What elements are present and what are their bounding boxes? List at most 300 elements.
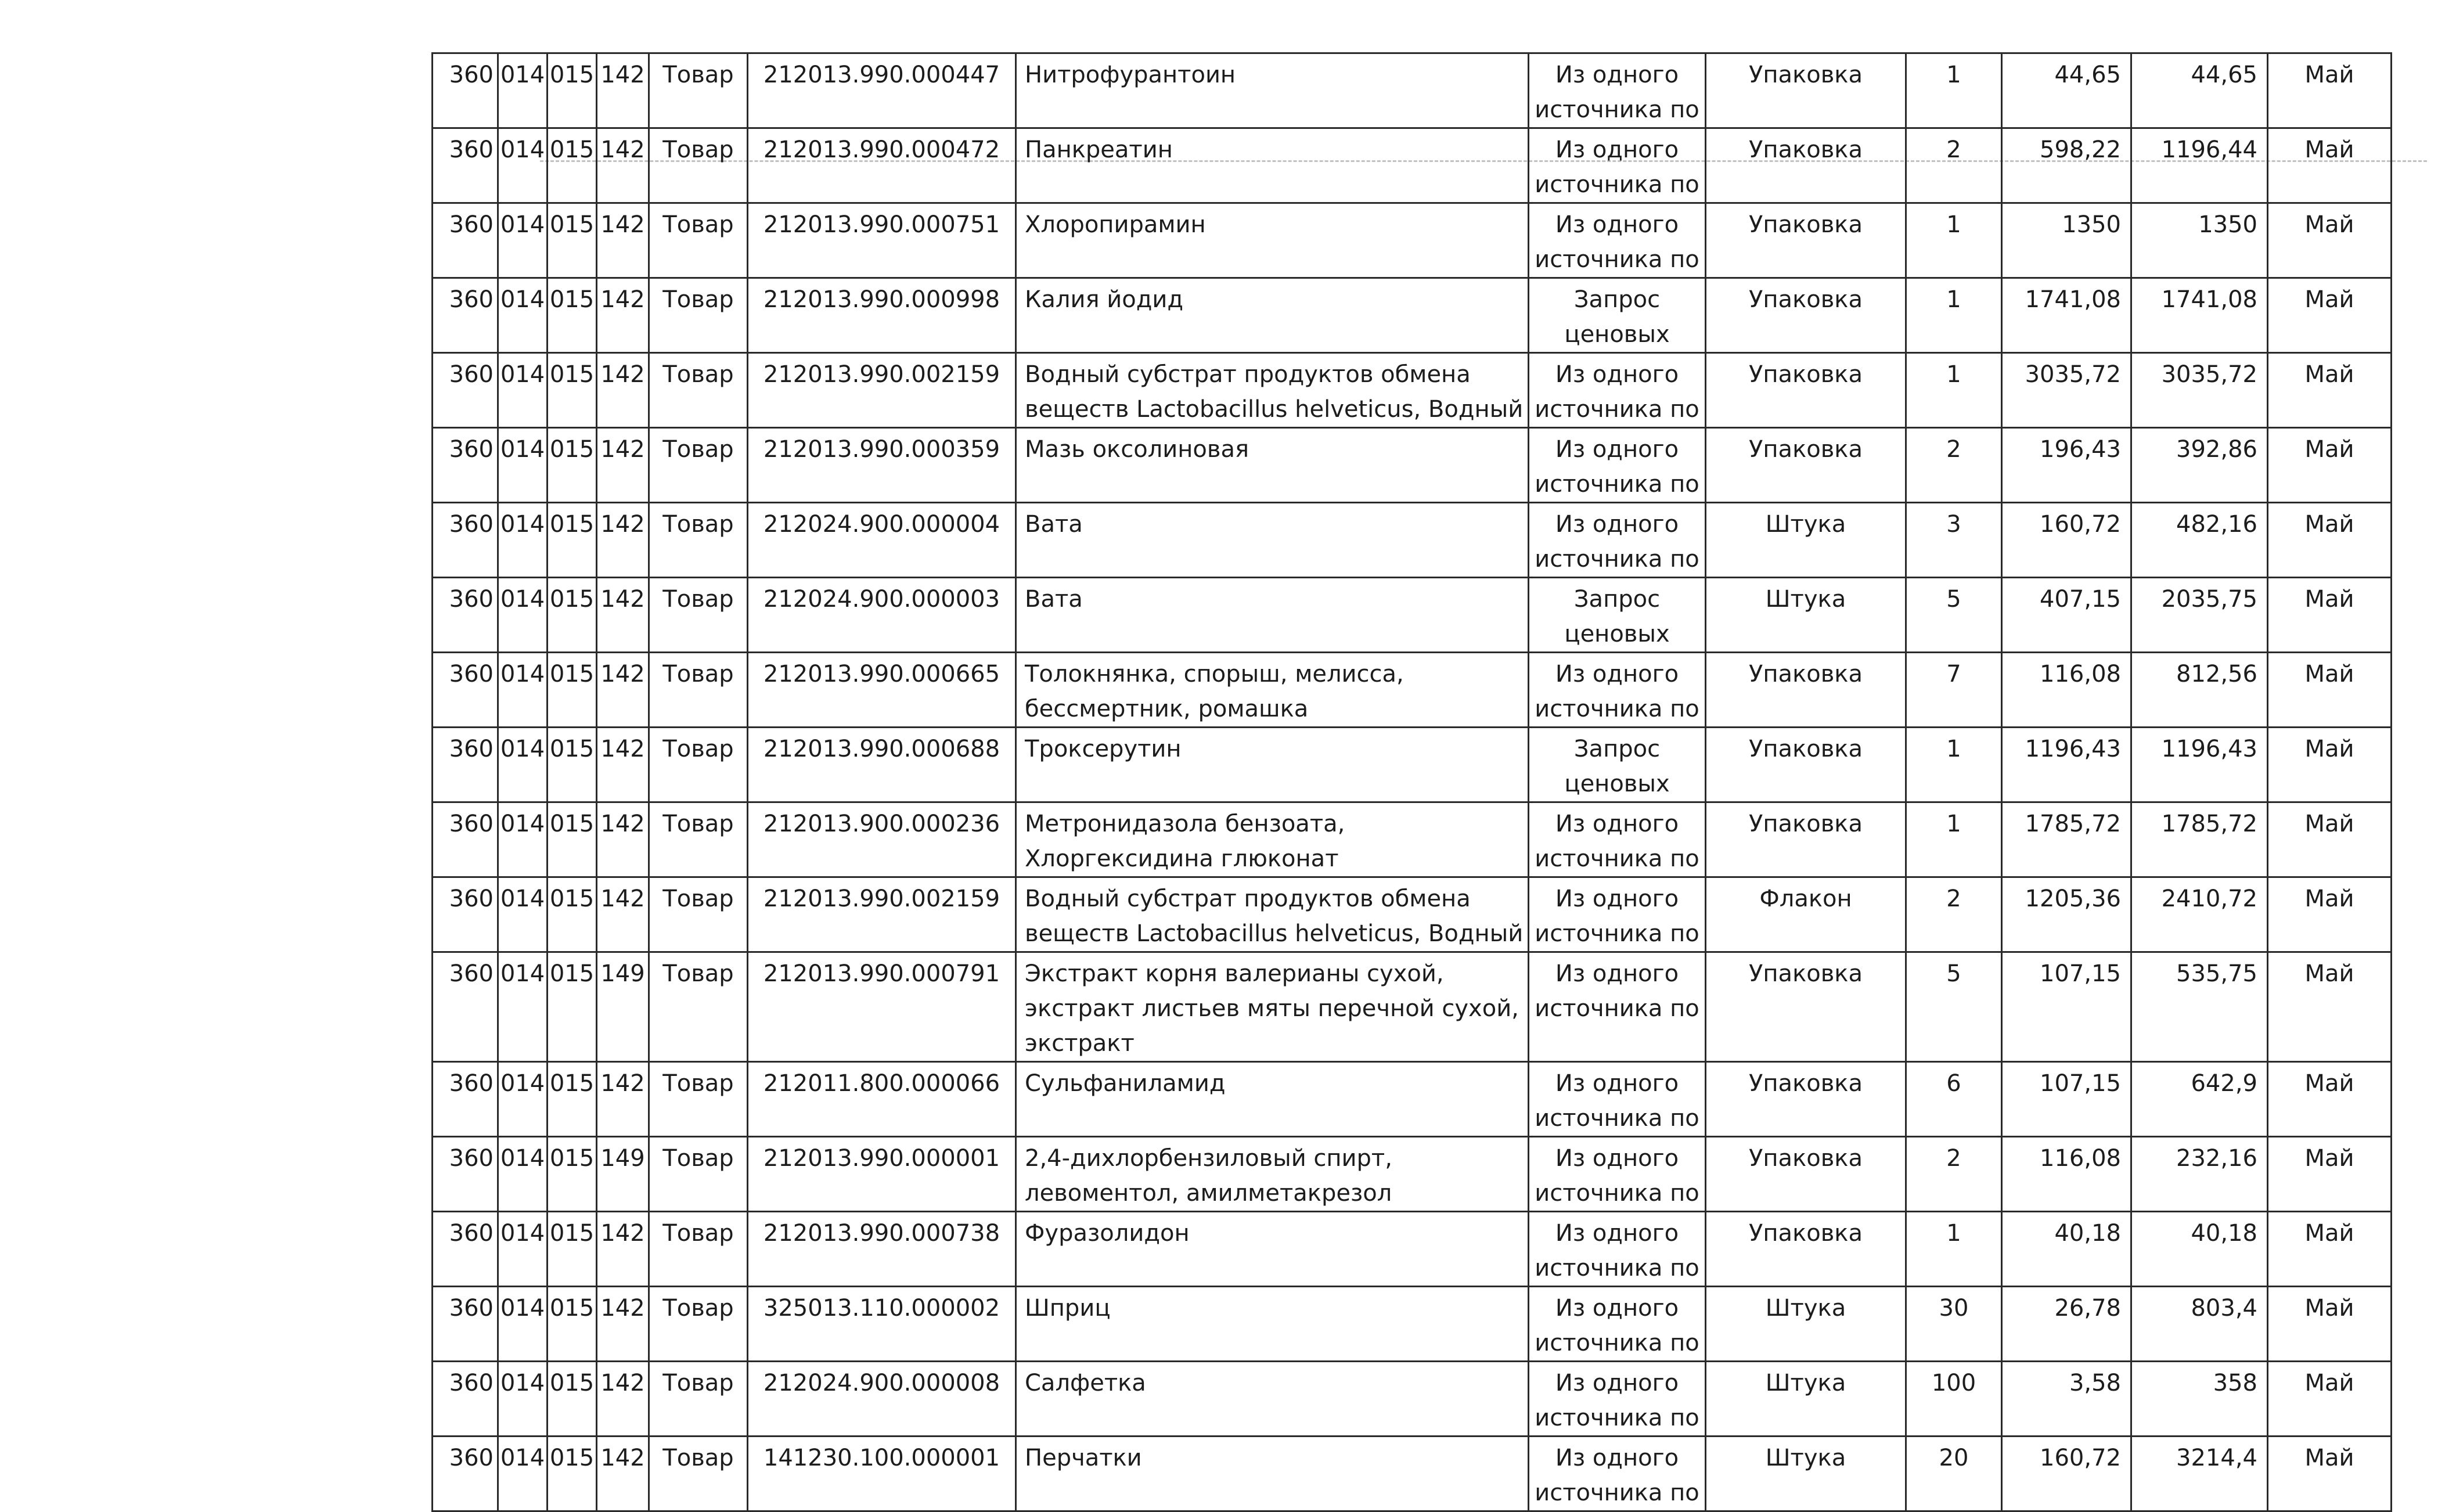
cell-quantity: 100 bbox=[1906, 1362, 2002, 1437]
cell-month: Май bbox=[2268, 503, 2392, 578]
method-line-2: источника по bbox=[1535, 1180, 1699, 1207]
cell-ktru-code: 212013.990.000791 bbox=[748, 952, 1016, 1062]
table-row bbox=[433, 802, 2392, 877]
cell-item-type: Товар bbox=[649, 53, 748, 128]
cell-subprogram: 014 bbox=[498, 278, 548, 353]
method-line-1: Из одного bbox=[1555, 436, 1679, 463]
method-line-1: Из одного bbox=[1555, 960, 1679, 987]
cell-item-type: Товар bbox=[649, 653, 748, 728]
cell-program: 360 bbox=[433, 653, 498, 728]
cell-procurement-method bbox=[1529, 278, 1706, 353]
cell-procurement-method bbox=[1529, 1137, 1706, 1212]
cell-quantity: 2 bbox=[1906, 428, 2002, 503]
cell-item-name: Перчатки bbox=[1016, 1437, 1529, 1511]
cell-program: 360 bbox=[433, 802, 498, 877]
cell-class: 142 bbox=[597, 278, 649, 353]
cell-month: Май bbox=[2268, 653, 2392, 728]
cell-unit-price: 598,22 bbox=[2002, 128, 2131, 203]
cell-item-name: Нитрофурантоин bbox=[1016, 53, 1529, 128]
table-row bbox=[433, 53, 2392, 128]
cell-month: Май bbox=[2268, 1062, 2392, 1137]
cell-class: 142 bbox=[597, 1062, 649, 1137]
cell-specifics: 015 bbox=[548, 1137, 597, 1212]
method-line-1: Запрос bbox=[1573, 286, 1661, 313]
cell-class: 142 bbox=[597, 1362, 649, 1437]
cell-procurement-method bbox=[1529, 1437, 1706, 1511]
cell-procurement-method bbox=[1529, 1212, 1706, 1287]
cell-item-type: Товар bbox=[649, 353, 748, 428]
method-line-2: источника по bbox=[1535, 471, 1699, 498]
cell-class: 142 bbox=[597, 728, 649, 802]
cell-class: 142 bbox=[597, 877, 649, 952]
cell-item-type: Товар bbox=[649, 1137, 748, 1212]
cell-specifics: 015 bbox=[548, 877, 597, 952]
cell-procurement-method bbox=[1529, 1362, 1706, 1437]
cell-ktru-code: 212013.990.000472 bbox=[748, 128, 1016, 203]
cell-unit: Упаковка bbox=[1706, 128, 1906, 203]
cell-unit: Упаковка bbox=[1706, 728, 1906, 802]
cell-month: Май bbox=[2268, 353, 2392, 428]
cell-month: Май bbox=[2268, 728, 2392, 802]
cell-total-sum: 40,18 bbox=[2131, 1212, 2268, 1287]
cell-item-type: Товар bbox=[649, 1362, 748, 1437]
cell-procurement-method bbox=[1529, 578, 1706, 653]
table-row bbox=[433, 1437, 2392, 1511]
cell-item-type: Товар bbox=[649, 802, 748, 877]
cell-subprogram: 014 bbox=[498, 128, 548, 203]
cell-item-name: Водный субстрат продуктов обмена веществ Lactobacillus helveticus, Водный bbox=[1016, 353, 1529, 428]
cell-unit-price: 44,65 bbox=[2002, 53, 2131, 128]
cell-total-sum: 2035,75 bbox=[2131, 578, 2268, 653]
cell-item-type: Товар bbox=[649, 128, 748, 203]
cell-total-sum: 2410,72 bbox=[2131, 877, 2268, 952]
cell-procurement-method bbox=[1529, 952, 1706, 1062]
cell-class: 142 bbox=[597, 503, 649, 578]
cell-class: 142 bbox=[597, 203, 649, 278]
cell-unit: Упаковка bbox=[1706, 653, 1906, 728]
cell-class: 142 bbox=[597, 128, 649, 203]
cell-program: 360 bbox=[433, 728, 498, 802]
cell-quantity: 1 bbox=[1906, 53, 2002, 128]
cell-unit: Упаковка bbox=[1706, 428, 1906, 503]
cell-item-name: Вата bbox=[1016, 503, 1529, 578]
cell-item-name: Шприц bbox=[1016, 1287, 1529, 1362]
table-row bbox=[433, 128, 2392, 203]
cell-quantity: 1 bbox=[1906, 728, 2002, 802]
cell-item-name: Толокнянка, спорыш, мелисса, бессмертник, ромашка bbox=[1016, 653, 1529, 728]
method-line-2: источника по bbox=[1535, 1105, 1699, 1132]
cell-program: 360 bbox=[433, 128, 498, 203]
cell-specifics: 015 bbox=[548, 128, 597, 203]
cell-unit-price: 407,15 bbox=[2002, 578, 2131, 653]
cell-total-sum: 392,86 bbox=[2131, 428, 2268, 503]
method-line-2: источника по bbox=[1535, 171, 1699, 198]
cell-unit-price: 1350 bbox=[2002, 203, 2131, 278]
cell-total-sum: 642,9 bbox=[2131, 1062, 2268, 1137]
cell-procurement-method bbox=[1529, 1287, 1706, 1362]
cell-total-sum: 1741,08 bbox=[2131, 278, 2268, 353]
cell-ktru-code: 212013.990.002159 bbox=[748, 353, 1016, 428]
cell-specifics: 015 bbox=[548, 353, 597, 428]
cell-ktru-code: 212013.990.000001 bbox=[748, 1137, 1016, 1212]
cell-unit: Упаковка bbox=[1706, 952, 1906, 1062]
cell-month: Май bbox=[2268, 203, 2392, 278]
cell-unit-price: 1205,36 bbox=[2002, 877, 2131, 952]
cell-month: Май bbox=[2268, 128, 2392, 203]
table-row bbox=[433, 952, 2392, 1062]
cell-subprogram: 014 bbox=[498, 952, 548, 1062]
cell-unit-price: 3,58 bbox=[2002, 1362, 2131, 1437]
cell-program: 360 bbox=[433, 877, 498, 952]
cell-subprogram: 014 bbox=[498, 728, 548, 802]
cell-month: Май bbox=[2268, 952, 2392, 1062]
cell-quantity: 5 bbox=[1906, 578, 2002, 653]
cell-ktru-code: 212024.900.000004 bbox=[748, 503, 1016, 578]
cell-unit: Упаковка bbox=[1706, 203, 1906, 278]
cell-subprogram: 014 bbox=[498, 877, 548, 952]
cell-unit-price: 116,08 bbox=[2002, 653, 2131, 728]
cell-subprogram: 014 bbox=[498, 53, 548, 128]
cell-quantity: 5 bbox=[1906, 952, 2002, 1062]
cell-unit-price: 160,72 bbox=[2002, 503, 2131, 578]
cell-subprogram: 014 bbox=[498, 802, 548, 877]
method-line-1: Из одного bbox=[1555, 511, 1679, 538]
cell-unit: Штука bbox=[1706, 503, 1906, 578]
cell-class: 142 bbox=[597, 53, 649, 128]
cell-ktru-code: 212013.990.000998 bbox=[748, 278, 1016, 353]
method-line-2: источника по bbox=[1535, 96, 1699, 123]
method-line-2: источника по bbox=[1535, 845, 1699, 872]
cell-total-sum: 1350 bbox=[2131, 203, 2268, 278]
cell-quantity: 1 bbox=[1906, 203, 2002, 278]
cell-program: 360 bbox=[433, 1287, 498, 1362]
cell-specifics: 015 bbox=[548, 1287, 597, 1362]
cell-quantity: 1 bbox=[1906, 353, 2002, 428]
cell-unit-price: 107,15 bbox=[2002, 1062, 2131, 1137]
cell-quantity: 20 bbox=[1906, 1437, 2002, 1511]
cell-ktru-code: 212013.990.000359 bbox=[748, 428, 1016, 503]
table-row bbox=[433, 428, 2392, 503]
cell-item-name: Салфетка bbox=[1016, 1362, 1529, 1437]
cell-unit-price: 1741,08 bbox=[2002, 278, 2131, 353]
method-line-1: Из одного bbox=[1555, 62, 1679, 88]
method-line-2: ценовых bbox=[1564, 321, 1670, 348]
cell-quantity: 1 bbox=[1906, 1212, 2002, 1287]
cell-total-sum: 1196,44 bbox=[2131, 128, 2268, 203]
cell-ktru-code: 212011.800.000066 bbox=[748, 1062, 1016, 1137]
table-row bbox=[433, 1137, 2392, 1212]
cell-program: 360 bbox=[433, 578, 498, 653]
cell-subprogram: 014 bbox=[498, 428, 548, 503]
cell-subprogram: 014 bbox=[498, 1062, 548, 1137]
cell-total-sum: 44,65 bbox=[2131, 53, 2268, 128]
cell-item-name: Хлоропирамин bbox=[1016, 203, 1529, 278]
cell-subprogram: 014 bbox=[498, 653, 548, 728]
cell-unit-price: 3035,72 bbox=[2002, 353, 2131, 428]
cell-quantity: 1 bbox=[1906, 802, 2002, 877]
table-row bbox=[433, 728, 2392, 802]
cell-unit: Флакон bbox=[1706, 877, 1906, 952]
cell-unit-price: 26,78 bbox=[2002, 1287, 2131, 1362]
cell-item-type: Товар bbox=[649, 428, 748, 503]
cell-quantity: 2 bbox=[1906, 1137, 2002, 1212]
cell-subprogram: 014 bbox=[498, 578, 548, 653]
table-row bbox=[433, 1287, 2392, 1362]
cell-total-sum: 1196,43 bbox=[2131, 728, 2268, 802]
cell-unit: Штука bbox=[1706, 1437, 1906, 1511]
method-line-1: Из одного bbox=[1555, 1220, 1679, 1247]
cell-unit-price: 40,18 bbox=[2002, 1212, 2131, 1287]
cell-class: 142 bbox=[597, 578, 649, 653]
cell-unit: Упаковка bbox=[1706, 278, 1906, 353]
cell-specifics: 015 bbox=[548, 278, 597, 353]
cell-item-name: 2,4-дихлорбензиловый спирт, левоментол, амилметакрезол bbox=[1016, 1137, 1529, 1212]
method-line-1: Запрос bbox=[1573, 736, 1661, 762]
cell-item-type: Товар bbox=[649, 1287, 748, 1362]
table-row bbox=[433, 1212, 2392, 1287]
cell-specifics: 015 bbox=[548, 653, 597, 728]
cell-month: Май bbox=[2268, 1362, 2392, 1437]
cell-unit: Штука bbox=[1706, 1362, 1906, 1437]
cell-subprogram: 014 bbox=[498, 1287, 548, 1362]
cell-item-type: Товар bbox=[649, 503, 748, 578]
cell-item-type: Товар bbox=[649, 1062, 748, 1137]
cell-specifics: 015 bbox=[548, 1062, 597, 1137]
method-line-1: Из одного bbox=[1555, 361, 1679, 388]
cell-program: 360 bbox=[433, 503, 498, 578]
cell-quantity: 1 bbox=[1906, 278, 2002, 353]
cell-program: 360 bbox=[433, 1362, 498, 1437]
cell-specifics: 015 bbox=[548, 428, 597, 503]
cell-total-sum: 232,16 bbox=[2131, 1137, 2268, 1212]
cell-unit: Упаковка bbox=[1706, 1212, 1906, 1287]
cell-unit: Упаковка bbox=[1706, 802, 1906, 877]
cell-class: 149 bbox=[597, 952, 649, 1062]
cell-item-name: Панкреатин bbox=[1016, 128, 1529, 203]
method-line-2: источника по bbox=[1535, 546, 1699, 573]
table-row bbox=[433, 1062, 2392, 1137]
cell-program: 360 bbox=[433, 278, 498, 353]
cell-specifics: 015 bbox=[548, 802, 597, 877]
cell-procurement-method bbox=[1529, 877, 1706, 952]
table-row bbox=[433, 278, 2392, 353]
method-line-2: источника по bbox=[1535, 1255, 1699, 1281]
cell-program: 360 bbox=[433, 53, 498, 128]
method-line-2: ценовых bbox=[1564, 621, 1670, 647]
method-line-2: источника по bbox=[1535, 696, 1699, 722]
cell-month: Май bbox=[2268, 428, 2392, 503]
cell-specifics: 015 bbox=[548, 1437, 597, 1511]
cell-ktru-code: 212013.900.000236 bbox=[748, 802, 1016, 877]
cell-month: Май bbox=[2268, 1437, 2392, 1511]
method-line-2: источника по bbox=[1535, 246, 1699, 273]
cell-specifics: 015 bbox=[548, 728, 597, 802]
cell-item-type: Товар bbox=[649, 203, 748, 278]
cell-item-type: Товар bbox=[649, 877, 748, 952]
cell-specifics: 015 bbox=[548, 952, 597, 1062]
cell-ktru-code: 212013.990.002159 bbox=[748, 877, 1016, 952]
cell-class: 142 bbox=[597, 802, 649, 877]
cell-procurement-method bbox=[1529, 53, 1706, 128]
cell-total-sum: 3214,4 bbox=[2131, 1437, 2268, 1511]
cell-procurement-method bbox=[1529, 728, 1706, 802]
cell-total-sum: 358 bbox=[2131, 1362, 2268, 1437]
method-line-1: Из одного bbox=[1555, 811, 1679, 837]
cell-quantity: 2 bbox=[1906, 877, 2002, 952]
cell-item-type: Товар bbox=[649, 952, 748, 1062]
cell-subprogram: 014 bbox=[498, 1437, 548, 1511]
cell-month: Май bbox=[2268, 802, 2392, 877]
cell-procurement-method bbox=[1529, 653, 1706, 728]
cell-procurement-method bbox=[1529, 203, 1706, 278]
cell-total-sum: 803,4 bbox=[2131, 1287, 2268, 1362]
method-line-1: Из одного bbox=[1555, 211, 1679, 238]
cell-item-type: Товар bbox=[649, 278, 748, 353]
method-line-1: Из одного bbox=[1555, 1145, 1679, 1172]
method-line-1: Из одного bbox=[1555, 1445, 1679, 1471]
method-line-1: Из одного bbox=[1555, 1370, 1679, 1396]
cell-class: 142 bbox=[597, 353, 649, 428]
method-line-2: источника по bbox=[1535, 1405, 1699, 1431]
method-line-2: источника по bbox=[1535, 995, 1699, 1022]
table-row bbox=[433, 578, 2392, 653]
cell-procurement-method bbox=[1529, 503, 1706, 578]
cell-unit-price: 160,72 bbox=[2002, 1437, 2131, 1511]
cell-quantity: 2 bbox=[1906, 128, 2002, 203]
method-line-1: Из одного bbox=[1555, 661, 1679, 687]
cell-month: Май bbox=[2268, 53, 2392, 128]
cell-unit: Штука bbox=[1706, 578, 1906, 653]
cell-program: 360 bbox=[433, 1437, 498, 1511]
cell-ktru-code: 325013.110.000002 bbox=[748, 1287, 1016, 1362]
cell-total-sum: 812,56 bbox=[2131, 653, 2268, 728]
cell-class: 142 bbox=[597, 1437, 649, 1511]
cell-ktru-code: 141230.100.000001 bbox=[748, 1437, 1016, 1511]
cell-month: Май bbox=[2268, 278, 2392, 353]
method-line-2: ценовых bbox=[1564, 771, 1670, 797]
cell-program: 360 bbox=[433, 1137, 498, 1212]
cell-unit: Упаковка bbox=[1706, 1137, 1906, 1212]
cell-ktru-code: 212013.990.000688 bbox=[748, 728, 1016, 802]
table-row bbox=[433, 653, 2392, 728]
table-row bbox=[433, 877, 2392, 952]
cell-program: 360 bbox=[433, 1062, 498, 1137]
cell-specifics: 015 bbox=[548, 53, 597, 128]
cell-month: Май bbox=[2268, 1137, 2392, 1212]
method-line-2: источника по bbox=[1535, 1330, 1699, 1356]
cell-item-name: Мазь оксолиновая bbox=[1016, 428, 1529, 503]
cell-unit-price: 1196,43 bbox=[2002, 728, 2131, 802]
cell-month: Май bbox=[2268, 1287, 2392, 1362]
cell-ktru-code: 212024.900.000008 bbox=[748, 1362, 1016, 1437]
cell-ktru-code: 212013.990.000751 bbox=[748, 203, 1016, 278]
cell-total-sum: 535,75 bbox=[2131, 952, 2268, 1062]
cell-item-type: Товар bbox=[649, 578, 748, 653]
cell-program: 360 bbox=[433, 428, 498, 503]
cell-procurement-method bbox=[1529, 353, 1706, 428]
method-line-2: источника по bbox=[1535, 920, 1699, 947]
table-row bbox=[433, 353, 2392, 428]
cell-item-name: Калия йодид bbox=[1016, 278, 1529, 353]
cell-program: 360 bbox=[433, 203, 498, 278]
cell-procurement-method bbox=[1529, 128, 1706, 203]
cell-quantity: 7 bbox=[1906, 653, 2002, 728]
table-row bbox=[433, 503, 2392, 578]
method-line-1: Из одного bbox=[1555, 1070, 1679, 1097]
cell-month: Май bbox=[2268, 578, 2392, 653]
cell-item-name: Фуразолидон bbox=[1016, 1212, 1529, 1287]
cell-quantity: 6 bbox=[1906, 1062, 2002, 1137]
cell-specifics: 015 bbox=[548, 1212, 597, 1287]
cell-subprogram: 014 bbox=[498, 1212, 548, 1287]
method-line-1: Из одного bbox=[1555, 136, 1679, 163]
cell-unit-price: 196,43 bbox=[2002, 428, 2131, 503]
method-line-2: источника по bbox=[1535, 1479, 1699, 1506]
cell-item-name: Метронидазола бензоата, Хлоргексидина глюконат bbox=[1016, 802, 1529, 877]
method-line-1: Из одного bbox=[1555, 1295, 1679, 1322]
cell-class: 142 bbox=[597, 1287, 649, 1362]
cell-item-type: Товар bbox=[649, 728, 748, 802]
cell-subprogram: 014 bbox=[498, 203, 548, 278]
cell-quantity: 30 bbox=[1906, 1287, 2002, 1362]
procurement-table bbox=[431, 52, 2392, 1512]
cell-item-name: Вата bbox=[1016, 578, 1529, 653]
cell-class: 142 bbox=[597, 1212, 649, 1287]
cell-item-name: Водный субстрат продуктов обмена веществ Lactobacillus helveticus, Водный bbox=[1016, 877, 1529, 952]
cell-ktru-code: 212013.990.000738 bbox=[748, 1212, 1016, 1287]
cell-unit: Упаковка bbox=[1706, 353, 1906, 428]
cell-total-sum: 1785,72 bbox=[2131, 802, 2268, 877]
cell-item-name: Экстракт корня валерианы сухой, экстракт листьев мяты перечной сухой, экстракт bbox=[1016, 952, 1529, 1062]
cell-subprogram: 014 bbox=[498, 353, 548, 428]
cell-unit-price: 1785,72 bbox=[2002, 802, 2131, 877]
cell-item-name: Троксерутин bbox=[1016, 728, 1529, 802]
cell-specifics: 015 bbox=[548, 1362, 597, 1437]
cell-total-sum: 3035,72 bbox=[2131, 353, 2268, 428]
cell-class: 149 bbox=[597, 1137, 649, 1212]
cell-unit-price: 107,15 bbox=[2002, 952, 2131, 1062]
cell-subprogram: 014 bbox=[498, 1362, 548, 1437]
cell-quantity: 3 bbox=[1906, 503, 2002, 578]
cell-program: 360 bbox=[433, 952, 498, 1062]
cell-specifics: 015 bbox=[548, 203, 597, 278]
method-line-1: Из одного bbox=[1555, 885, 1679, 912]
table-row bbox=[433, 1362, 2392, 1437]
method-line-1: Запрос bbox=[1573, 586, 1661, 613]
cell-specifics: 015 bbox=[548, 503, 597, 578]
cell-program: 360 bbox=[433, 1212, 498, 1287]
cell-class: 142 bbox=[597, 653, 649, 728]
cell-program: 360 bbox=[433, 353, 498, 428]
cell-item-type: Товар bbox=[649, 1212, 748, 1287]
cell-unit-price: 116,08 bbox=[2002, 1137, 2131, 1212]
table-body bbox=[433, 53, 2392, 1511]
cell-procurement-method bbox=[1529, 1062, 1706, 1137]
cell-procurement-method bbox=[1529, 802, 1706, 877]
cell-ktru-code: 212024.900.000003 bbox=[748, 578, 1016, 653]
cell-unit: Упаковка bbox=[1706, 53, 1906, 128]
cell-ktru-code: 212013.990.000447 bbox=[748, 53, 1016, 128]
cell-procurement-method bbox=[1529, 428, 1706, 503]
cell-ktru-code: 212013.990.000665 bbox=[748, 653, 1016, 728]
table-row bbox=[433, 203, 2392, 278]
cell-specifics: 015 bbox=[548, 578, 597, 653]
cell-total-sum: 482,16 bbox=[2131, 503, 2268, 578]
cell-month: Май bbox=[2268, 877, 2392, 952]
cell-unit: Штука bbox=[1706, 1287, 1906, 1362]
cell-month: Май bbox=[2268, 1212, 2392, 1287]
cell-item-name: Сульфаниламид bbox=[1016, 1062, 1529, 1137]
